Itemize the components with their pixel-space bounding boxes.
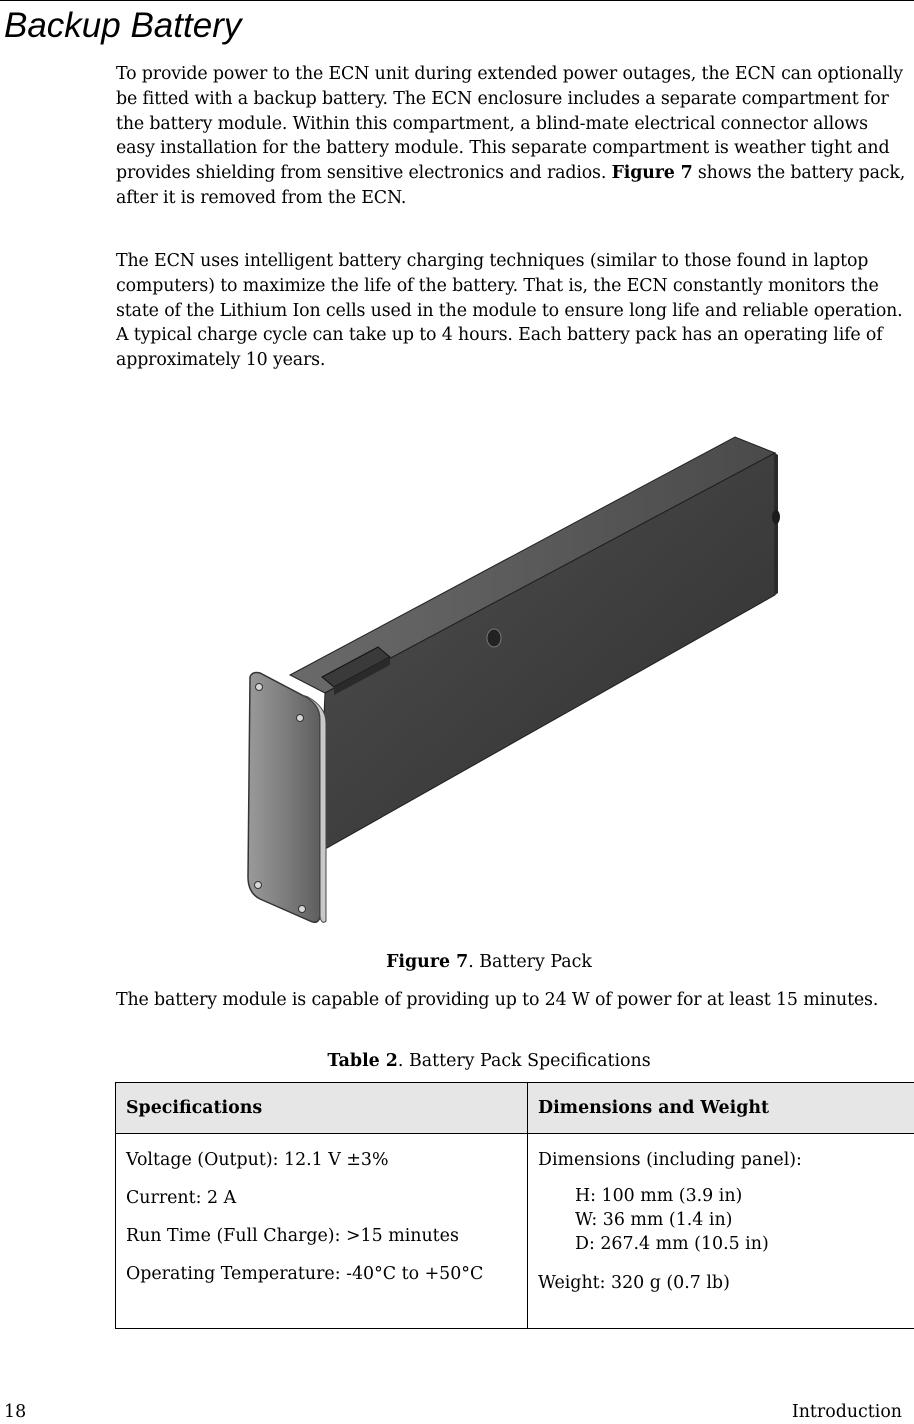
specifications-header: Specifications: [116, 1083, 528, 1134]
weight-spec: Weight: 320 g (0.7 lb): [538, 1271, 904, 1295]
top-rule: [0, 0, 914, 1]
screw-icon: [256, 684, 263, 691]
battery-pack-figure: [230, 425, 790, 935]
figure-reference: Figure 7: [612, 163, 693, 183]
screw-icon: [297, 715, 304, 722]
table-header-row: [116, 1083, 914, 1134]
figure-caption: [116, 950, 862, 974]
side-hole: [487, 629, 501, 647]
table-caption-text: . Battery Pack Specifications: [398, 1051, 651, 1071]
current-spec: Current: 2 A: [126, 1186, 517, 1210]
figure-caption-label: Figure 7: [386, 952, 468, 972]
table-caption: [116, 1049, 862, 1073]
screw-icon: [255, 882, 262, 889]
figure-caption-text: . Battery Pack: [468, 952, 592, 972]
specifications-table: [115, 1082, 914, 1329]
page-number: 18: [4, 1400, 26, 1424]
footer-section: Introduction: [792, 1400, 902, 1424]
intro-paragraph: [116, 62, 906, 211]
power-paragraph: The battery module is capable of providing up to 24 W of power for at least 15 minutes.: [116, 988, 906, 1013]
table-row: [116, 1134, 914, 1329]
runtime-spec: Run Time (Full Charge): >15 minutes: [126, 1224, 517, 1248]
charging-paragraph: The ECN uses intelligent battery charging techniques (similar to those found in laptop computers) to maximize the life of the battery. That is, the ECN constantly monitors the state of the Lithium Ion cells used in the module to ensure long life and reliable operation. A typical charge cycle can take up to 4 hours. Each battery pack has an operating life of approximately 10 years.: [116, 249, 906, 373]
section-heading: Backup Battery: [4, 4, 241, 48]
screw-icon: [299, 906, 306, 913]
intro-text-after: shows the battery pack, after it is removed from the ECN.: [116, 163, 905, 208]
intro-text-before: To provide power to the ECN unit during extended power outages, the ECN can optionally be fitted with a backup battery. The ECN enclosure includes a separate compartment for the battery module. Within this compartment, a blind-mate electrical connector allows easy installation for the battery module. This separate compartment is weather tight and provides shielding from sensitive electronics and radios.: [116, 64, 903, 183]
height-dimension: H: 100 mm (3.9 in): [538, 1184, 904, 1208]
depth-dimension: D: 267.4 mm (10.5 in): [538, 1232, 904, 1256]
end-connector: [772, 510, 780, 524]
dimensions-header: Dimensions and Weight: [528, 1083, 914, 1134]
temperature-spec: Operating Temperature: -40°C to +50°C: [126, 1262, 517, 1286]
width-dimension: W: 36 mm (1.4 in): [538, 1208, 904, 1232]
battery-end-face: [775, 453, 778, 595]
battery-pack-illustration: [230, 425, 790, 935]
voltage-spec: Voltage (Output): 12.1 V ±3%: [126, 1148, 517, 1172]
specifications-cell: [116, 1134, 528, 1329]
table-caption-label: Table 2: [327, 1051, 398, 1071]
dimensions-cell: [528, 1134, 914, 1329]
dimensions-label: Dimensions (including panel):: [538, 1148, 904, 1172]
